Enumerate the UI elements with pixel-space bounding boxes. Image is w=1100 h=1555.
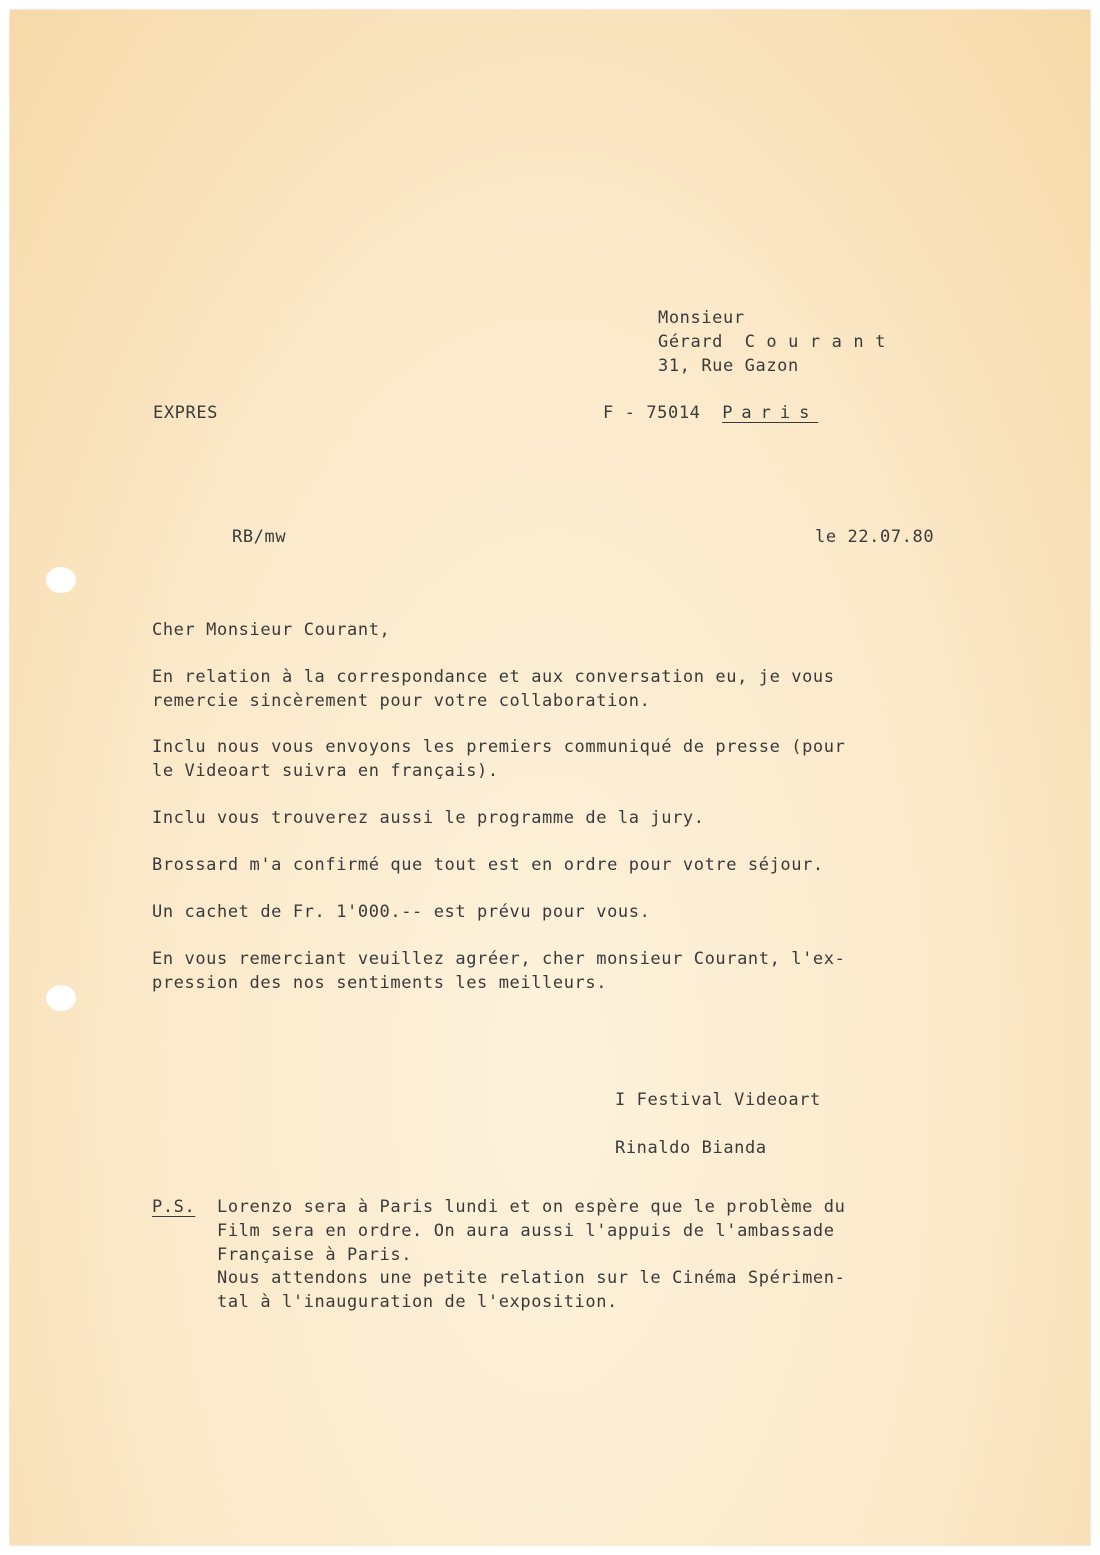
paragraph-5: Un cachet de Fr. 1'000.-- est prévu pour vous.	[152, 902, 651, 922]
punch-hole-top	[46, 567, 76, 593]
address-street: 31, Rue Gazon	[658, 356, 799, 376]
postscript-line-4: Nous attendons une petite relation sur le Cinéma Spérimen-	[217, 1268, 846, 1288]
postscript-line-1: Lorenzo sera à Paris lundi et on espère que le problème du	[217, 1197, 846, 1217]
postscript-line-5: tal à l'inauguration de l'exposition.	[217, 1292, 618, 1312]
address-postal: F - 75014	[603, 403, 701, 423]
address-city-line	[603, 401, 818, 425]
mail-type: EXPRES	[153, 403, 219, 423]
reference-code: RB/mw	[232, 527, 287, 547]
postscript-label: P.S.	[152, 1197, 196, 1217]
paragraph-4: Brossard m'a confirmé que tout est en ordre pour votre séjour.	[152, 855, 824, 875]
address-first-name: Gérard	[658, 332, 724, 352]
postscript-line-2: Film sera en ordre. On aura aussi l'appuis de l'ambassade	[217, 1221, 835, 1241]
letter-date: le 22.07.80	[815, 527, 935, 547]
address-last-name: Courant	[744, 332, 897, 352]
paragraph-1: En relation à la correspondance et aux conversation eu, je vous remercie sincèrement pour votre collaboration.	[152, 667, 835, 711]
greeting: Cher Monsieur Courant,	[152, 620, 391, 640]
signature-organization: I Festival Videoart	[615, 1090, 821, 1110]
paragraph-3: Inclu vous trouverez aussi le programme de la jury.	[152, 808, 705, 828]
address-monsieur: Monsieur	[658, 308, 745, 328]
postscript-line-3: Française à Paris.	[217, 1245, 413, 1265]
address-city: Paris	[722, 403, 819, 423]
paragraph-2: Inclu nous vous envoyons les premiers communiqué de presse (pour le Videoart suivra en français).	[152, 737, 846, 781]
paragraph-6: En vous remerciant veuillez agréer, cher monsieur Courant, l'ex- pression des nos sentiments les meilleurs.	[152, 949, 846, 993]
punch-hole-bottom	[46, 985, 76, 1011]
address-name-line	[658, 330, 897, 354]
signature-name: Rinaldo Bianda	[615, 1138, 767, 1158]
letter-sheet	[10, 10, 1090, 1545]
